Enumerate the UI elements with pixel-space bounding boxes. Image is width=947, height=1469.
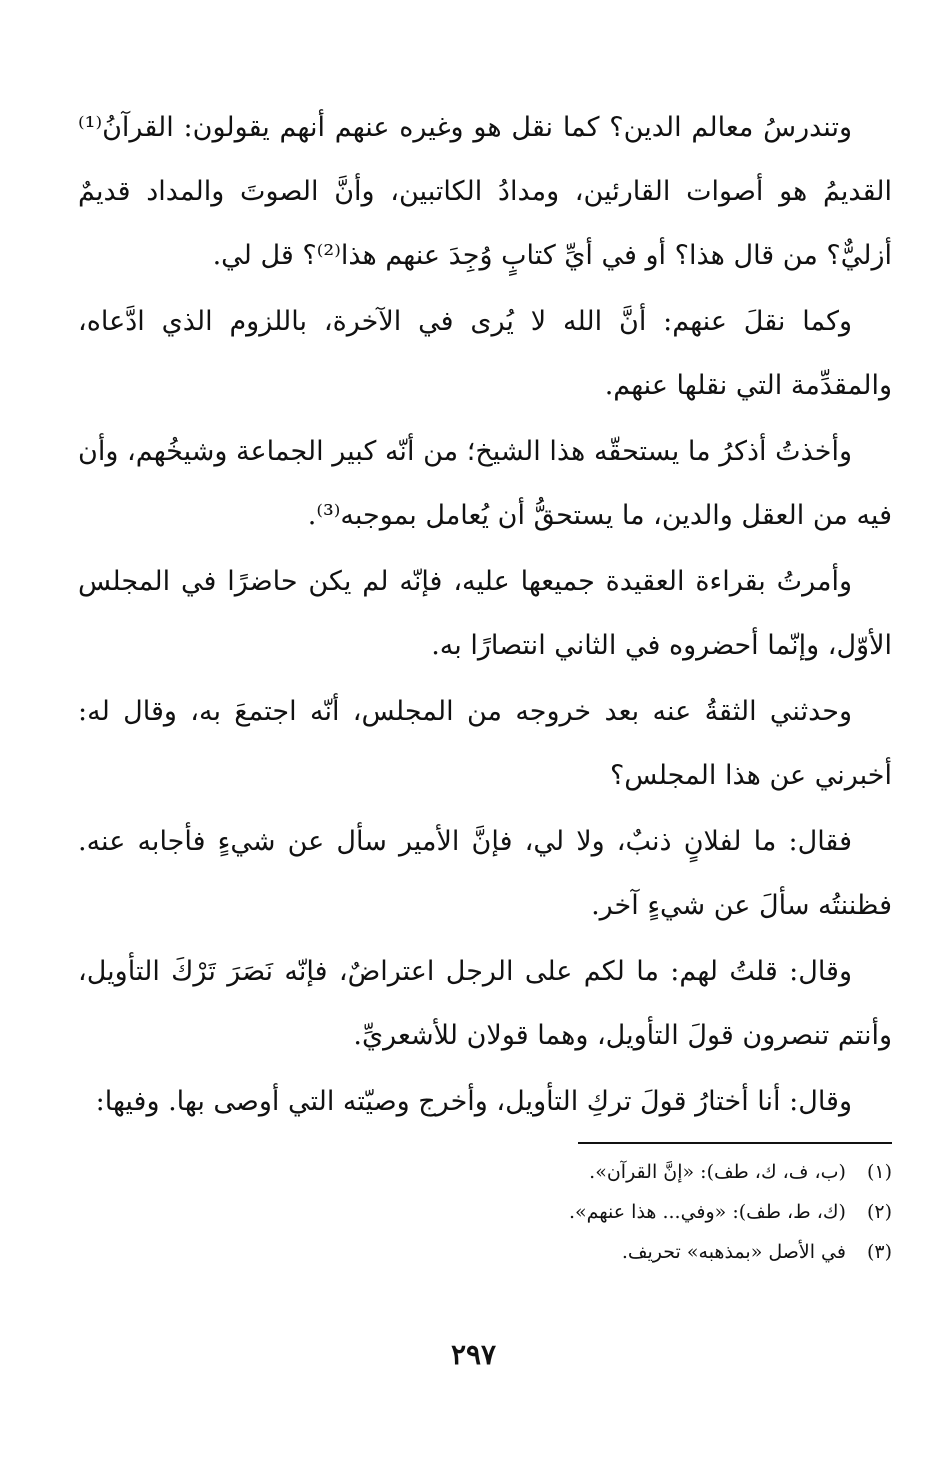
paragraph-3: وأخذتُ أذكرُ ما يستحقّه هذا الشيخ؛ من أنّه كبير الجماعة وشيخُهم، وأن فيه من العقل والدين، ما يستحقُّ أن يُعامل بموجبه⁽³⁾. [78, 436, 892, 531]
paragraph-7: وقال: قلتُ لهم: ما لكم على الرجل اعتراضٌ، فإنّه نَصَرَ تَرْكَ التأويل، وأنتم تنصرون قولَ التأويل، وهما قولان للأشعريِّ. [78, 956, 892, 1051]
paragraph-2: وكما نقلَ عنهم: أنَّ الله لا يُرى في الآخرة، باللزوم الذي ادَّعاه، والمقدِّمة التي نقلها عنهم. [78, 306, 892, 401]
paragraph-8: وقال: أنا أختارُ قولَ تركِ التأويل، وأخرج وصيّته التي أوصى بها. وفيها: [95, 1086, 852, 1117]
footnote-text: في الأصل «بمذهبه» تحريف. [621, 1241, 846, 1263]
paragraph-6: فقال: ما لفلانٍ ذنبٌ، ولا لي، فإنَّ الأمير سأل عن شيءٍ فأجابه عنه. فظننتُه سألَ عن شيءٍ آخر. [78, 826, 892, 921]
paragraph-1: وتندرسُ معالم الدين؟ كما نقل هو وغيره عنهم أنهم يقولون: القرآنُ⁽¹⁾ القديمُ هو أصوات القارئين، ومدادُ الكاتبين، وأنَّ الصوتَ والمداد قديمٌ أزليٌّ؟ من قال هذا؟ أو في أيِّ كتابٍ وُجِدَ عنهم هذا⁽²⁾؟ قل لي. [78, 112, 892, 271]
footnotes [78, 1142, 892, 1272]
footnote-number: (١) [866, 1161, 892, 1183]
footnote-3 [78, 1232, 892, 1272]
footnote-number: (٣) [866, 1241, 892, 1263]
footnote-text: (ب، ف، ك، طف): «إنَّ القرآن». [589, 1161, 846, 1183]
footnote-divider [578, 1142, 892, 1144]
footnote-1 [78, 1152, 892, 1192]
footnote-number: (٢) [866, 1201, 892, 1223]
paragraph-5: وحدثني الثقةُ عنه بعد خروجه من المجلس، أنّه اجتمعَ به، وقال له: أخبرني عن هذا المجلس؟ [78, 696, 892, 791]
page-number: ٢٩٧ [450, 1338, 497, 1371]
footnote-2 [78, 1192, 892, 1232]
footnote-text: (ك، ط، طف): «وفي... هذا عنهم». [568, 1201, 846, 1223]
paragraph-4: وأمرتُ بقراءة العقيدة جميعها عليه، فإنّه لم يكن حاضرًا في المجلس الأوّل، وإنّما أحضروه في الثاني انتصارًا به. [78, 566, 892, 661]
main-text [78, 96, 892, 1134]
